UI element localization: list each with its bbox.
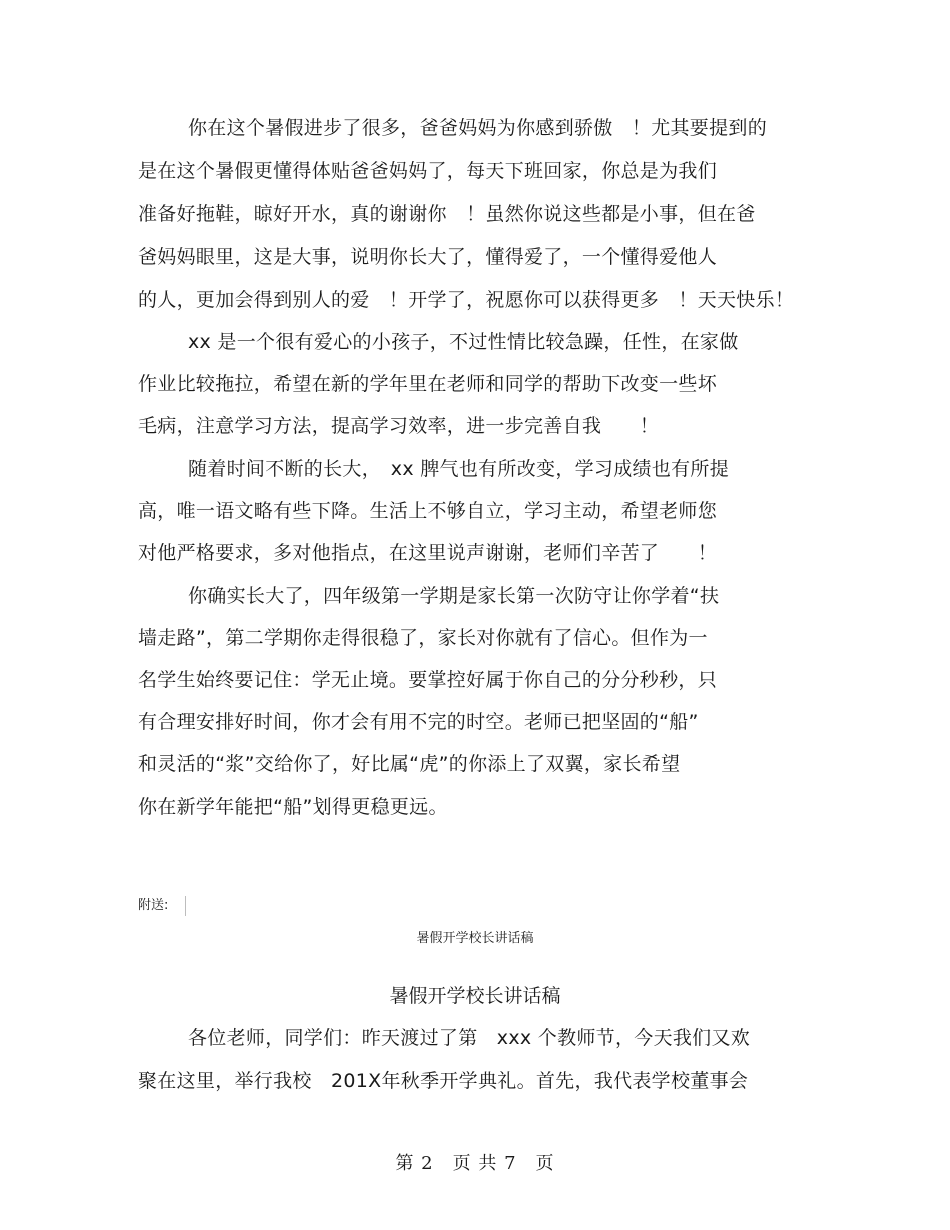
paragraph-2-line-3: 毛病，注意学习方法，提高学习效率，进一步完善自我 ！ xyxy=(138,415,660,437)
paragraph-3-line-1: 随着时间不断的长大， xx 脾气也有所改变，学习成绩也有所提 xyxy=(188,458,730,480)
speech-title: 暑假开学校长讲话稿 xyxy=(389,985,561,1007)
paragraph-1-line-2: 是在这个暑假更懂得体贴爸爸妈妈了，每天下班回家，你总是为我们 xyxy=(138,160,718,182)
paragraph-1-line-4: 爸妈妈眼里，这是大事，说明你长大了，懂得爱了，一个懂得爱他人 xyxy=(138,246,718,268)
attachment-divider xyxy=(185,896,186,916)
page-number-footer: 第 2 页 共 7 页 xyxy=(395,1153,555,1174)
paragraph-3-line-2: 高，唯一语文略有些下降。生活上不够自立，学习主动，希望老师您 xyxy=(138,500,718,522)
paragraph-4-line-4: 有合理安排好时间，你才会有用不完的时空。老师已把坚固的“船” xyxy=(138,711,699,733)
paragraph-1-line-3: 准备好拖鞋，晾好开水，真的谢谢你 ！虽然你说这些都是小事，但在爸 xyxy=(138,203,756,225)
paragraph-4-line-1: 你确实长大了，四年级第一学期是家长第一次防守让你学着“扶 xyxy=(188,585,720,607)
paragraph-3-line-3: 对他严格要求，多对他指点，在这里说声谢谢，老师们辛苦了 ！ xyxy=(138,542,718,564)
paragraph-2-line-2: 作业比较拖拉，希望在新的学年里在老师和同学的帮助下改变一些坏 xyxy=(138,373,718,395)
paragraph-4-line-5: 和灵活的“浆”交给你了，好比属“虎”的你添上了双翼，家长希望 xyxy=(138,753,681,775)
paragraph-4-line-6: 你在新学年能把“船”划得更稳更远。 xyxy=(138,796,448,818)
paragraph-1-line-5: 的人，更加会得到别人的爱 ！开学了，祝愿你可以获得更多 ！天天快乐！ xyxy=(138,289,795,311)
attachment-small-title: 暑假开学校长讲话稿 xyxy=(416,931,534,946)
attachment-label: 附送: xyxy=(138,898,169,913)
paragraph-2-line-1: xx 是一个很有爱心的小孩子，不过性情比较急躁，任性，在家做 xyxy=(188,331,739,353)
paragraph-4-line-2: 墙走路”，第二学期你走得很稳了，家长对你就有了信心。但作为一 xyxy=(138,627,708,649)
paragraph-4-line-3: 名学生始终要记住：学无止境。要掌控好属于你自己的分分秒秒，只 xyxy=(138,669,718,691)
paragraph-1-line-1: 你在这个暑假进步了很多，爸爸妈妈为你感到骄傲 ！尤其要提到的 xyxy=(188,117,768,139)
speech-line-2: 聚在这里，举行我校 201X年秋季开学典礼。首先，我代表学校董事会 xyxy=(138,1070,749,1092)
speech-line-1: 各位老师，同学们：昨天渡过了第 xxx 个教师节，今天我们又欢 xyxy=(188,1027,751,1049)
